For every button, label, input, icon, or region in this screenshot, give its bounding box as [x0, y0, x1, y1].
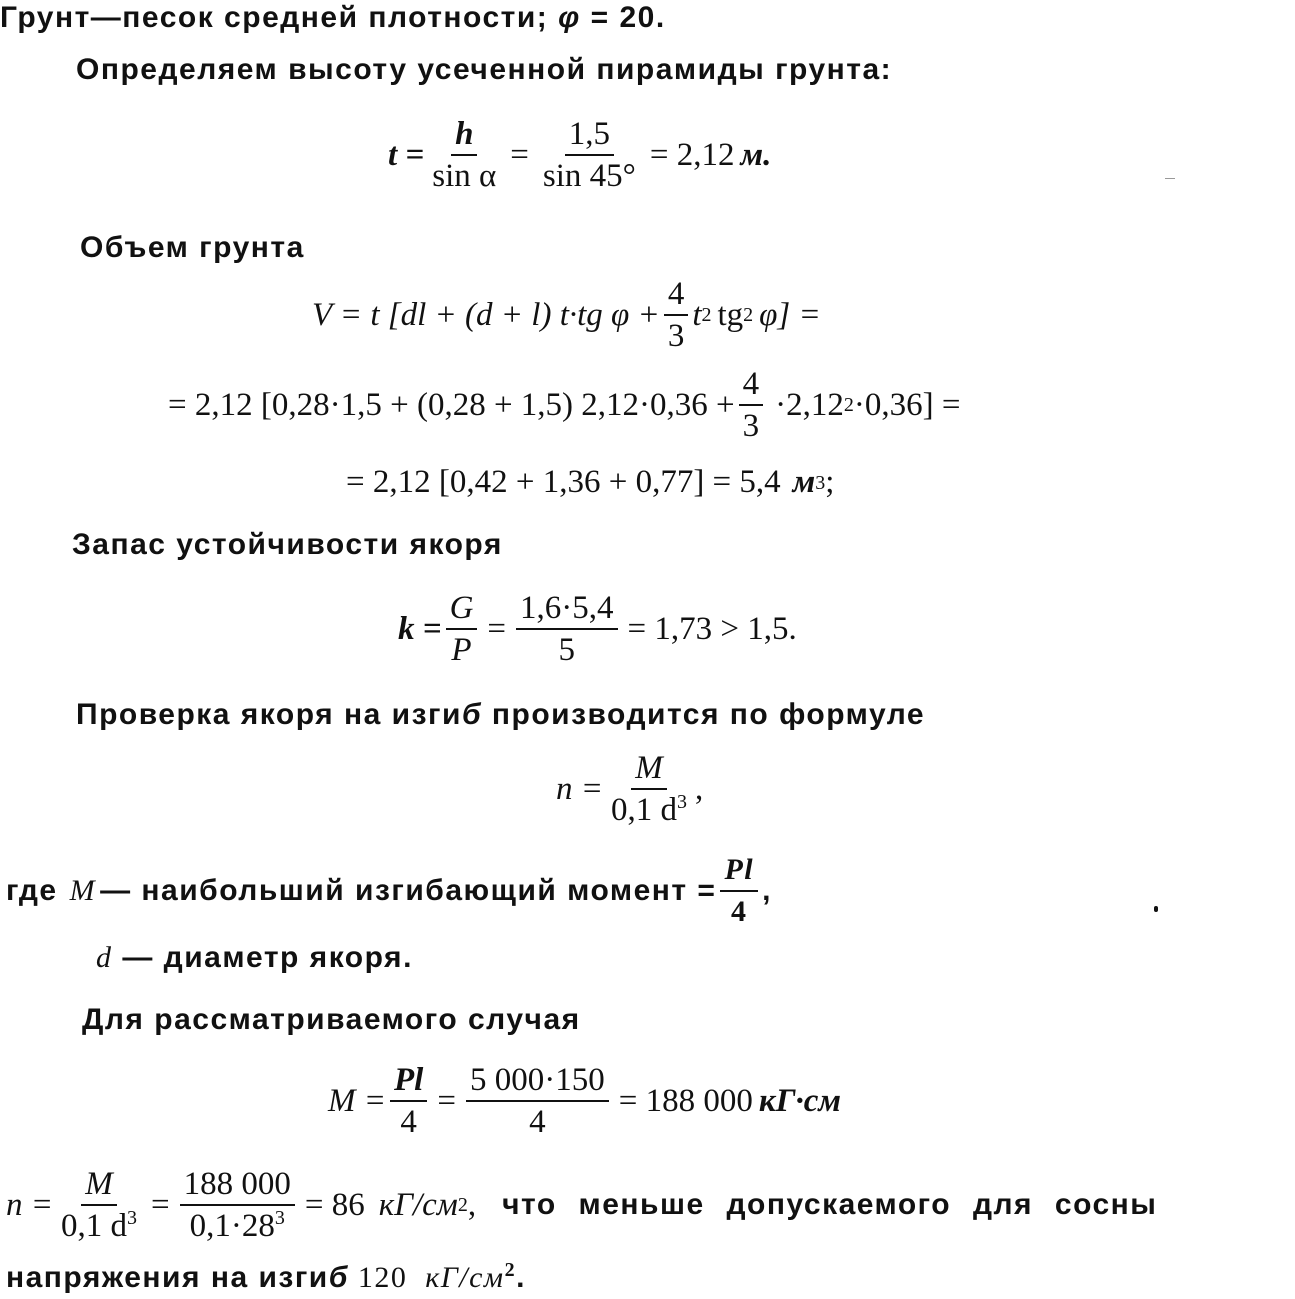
fraction-numerator: M [631, 750, 667, 790]
formula-t-lhs: t = [388, 136, 425, 173]
fraction-numerator: G [446, 590, 478, 630]
formula-v-general: V = t [dl + (d + l) t·tg φ + $\frac{4}{3}$ t 2 tg 2 φ] = [312, 276, 821, 354]
phi-symbol: φ [558, 1, 581, 34]
fraction-pl-over-4 [720, 852, 758, 930]
equals-sign: = [437, 1082, 456, 1119]
punctuation: , [467, 1186, 477, 1223]
fraction-denominator: 4 [529, 1104, 546, 1140]
diameter-definition-text: — диаметр якоря. [122, 941, 413, 974]
equals-sign: = [151, 1186, 170, 1223]
fraction-g-p [446, 590, 478, 668]
moment-definition [6, 852, 772, 930]
fraction-value [180, 1166, 295, 1244]
fraction-h-sin-alpha [428, 116, 500, 194]
formula-v-lhs: V = t [dl + (d + l) t·tg φ + [312, 296, 660, 333]
comparison-text: что меньше допускаемого для сосны [502, 1188, 1158, 1221]
unit-kgf-per-cm2: кГ/см [378, 1186, 458, 1223]
allowable-stress-italic: б [328, 1261, 349, 1294]
exponent: 2 [504, 1259, 517, 1281]
formula-n [556, 750, 703, 828]
exponent: 3 [677, 791, 688, 813]
formula-m-lhs: M = [328, 1082, 387, 1119]
allowable-stress-line [6, 1258, 526, 1298]
formula-n-result: = 86 [304, 1186, 365, 1223]
fraction-value [516, 590, 618, 668]
punctuation: , [695, 770, 704, 807]
formula-v-result: = 2,12 [0,42 + 1,36 + 0,77] = 5,4 м 3 ; [346, 464, 835, 500]
fraction-denominator: 5 [558, 632, 576, 668]
fraction-denominator: 4 [400, 1104, 417, 1140]
fraction-numerator: 1,6·5,4 [516, 590, 618, 630]
fraction-denominator: 3 [667, 318, 685, 354]
fraction-value [539, 116, 640, 194]
formula-t-result: = 2,12 [649, 136, 735, 173]
punctuation: . [516, 1261, 526, 1294]
bending-check-intro [76, 695, 925, 735]
unit-kgf-cm: кГ·см [758, 1082, 842, 1119]
formula-m-result: = 188 000 [618, 1082, 753, 1119]
fraction-denominator: 3 [742, 408, 760, 444]
stray-mark [1154, 906, 1158, 912]
unit-kgf-per-cm2: кГ/см [425, 1261, 505, 1294]
formula-m [328, 1062, 841, 1140]
formula-k-lhs: k = [398, 610, 442, 647]
fraction-numerator: Pl [390, 1062, 427, 1102]
equals-sign: = [487, 610, 507, 647]
fraction-value [466, 1062, 609, 1140]
unit-cubic-meter: м [792, 464, 816, 500]
fraction-m-over-d3 [607, 750, 691, 828]
fraction-four-thirds [739, 366, 764, 444]
formula-v-substituted: = 2,12 [0,28·1,5 + (0,28 + 1,5) 2,12·0,36 + $\frac{4}{3}$ ·2,12 2 ·0,36] = [168, 366, 961, 444]
fraction-denominator: P [451, 632, 472, 668]
fraction-denominator: sin α [432, 158, 497, 194]
where-word: где [6, 874, 58, 907]
term-t: t [692, 296, 702, 333]
fraction-numerator: 1,5 [565, 116, 614, 156]
soil-condition-text: Грунт—песок средней плотности; [0, 1, 549, 34]
fraction-denominator: 0,1 d [611, 792, 678, 828]
bending-check-text: Проверка якоря на изги [76, 698, 462, 731]
stray-mark [1165, 178, 1175, 179]
formula-v-substituted-lhs: = 2,12 [0,28·1,5 + (0,28 + 1,5) 2,12·0,36 + [168, 386, 735, 423]
term-tg: tg [717, 296, 744, 333]
soil-condition-line [0, 0, 666, 38]
equals-sign: = [510, 136, 529, 173]
formula-n-numeric: n = $\frac{M}{0,1 d^3}$ = $\frac{188 000}{0,1\cdot 28^3}$ = 86 кГ/см 2 , что меньше допускаемого для сосны [6, 1166, 1158, 1244]
formula-k-result: = 1,73 > 1,5. [627, 610, 797, 647]
symbol-d: d [96, 941, 113, 974]
soil-volume-intro: Объем грунта [80, 231, 305, 264]
term-value: ·2,12 [775, 386, 844, 423]
fraction-numerator: 188 000 [180, 1166, 295, 1206]
fraction-numerator: 4 [739, 366, 764, 406]
fraction-numerator: 5 000·150 [466, 1062, 609, 1102]
formula-k [398, 590, 803, 668]
allowable-stress-value: 120 [348, 1261, 408, 1294]
bending-check-text-end: производится по формуле [482, 698, 926, 731]
term-phi-closing: φ] = [759, 296, 821, 333]
phi-value: = 20. [590, 1, 666, 34]
exponent: 3 [274, 1207, 285, 1229]
fraction-numerator: 4 [664, 276, 689, 316]
pyramid-height-intro: Определяем высоту усеченной пирамиды грунта: [76, 53, 893, 86]
fraction-m-over-d3 [57, 1166, 141, 1244]
fraction-pl-over-4 [390, 1062, 427, 1140]
diameter-definition [96, 938, 413, 978]
fraction-denominator: 0,1·28 [189, 1208, 275, 1244]
symbol-m: M [69, 874, 97, 907]
formula-n-lhs: n = [6, 1186, 54, 1223]
fraction-numerator: M [81, 1166, 117, 1206]
formula-t [388, 116, 771, 194]
fraction-numerator: h [451, 116, 477, 156]
term-value-closing: ·0,36] = [853, 386, 961, 423]
fraction-denominator: sin 45° [542, 158, 636, 194]
bending-check-italic: б [461, 698, 483, 731]
fraction-denominator: 0,1 d [61, 1208, 128, 1244]
fraction-denominator: 4 [731, 895, 748, 928]
formula-n-lhs: n = [556, 770, 604, 807]
fraction-numerator: Pl [720, 852, 758, 892]
fraction-four-thirds [664, 276, 689, 354]
punctuation: , [762, 874, 772, 907]
case-intro: Для рассматриваемого случая [82, 1003, 581, 1036]
formula-v-result-text: = 2,12 [0,42 + 1,36 + 0,77] = 5,4 [346, 464, 781, 500]
allowable-stress-text: напряжения на изги [6, 1261, 329, 1294]
exponent: 3 [127, 1207, 138, 1229]
anchor-stability-intro: Запас устойчивости якоря [72, 528, 503, 561]
moment-definition-text: — наибольший изгибающий момент = [100, 874, 717, 907]
punctuation: ; [825, 464, 835, 500]
unit-meter: м. [740, 136, 772, 173]
